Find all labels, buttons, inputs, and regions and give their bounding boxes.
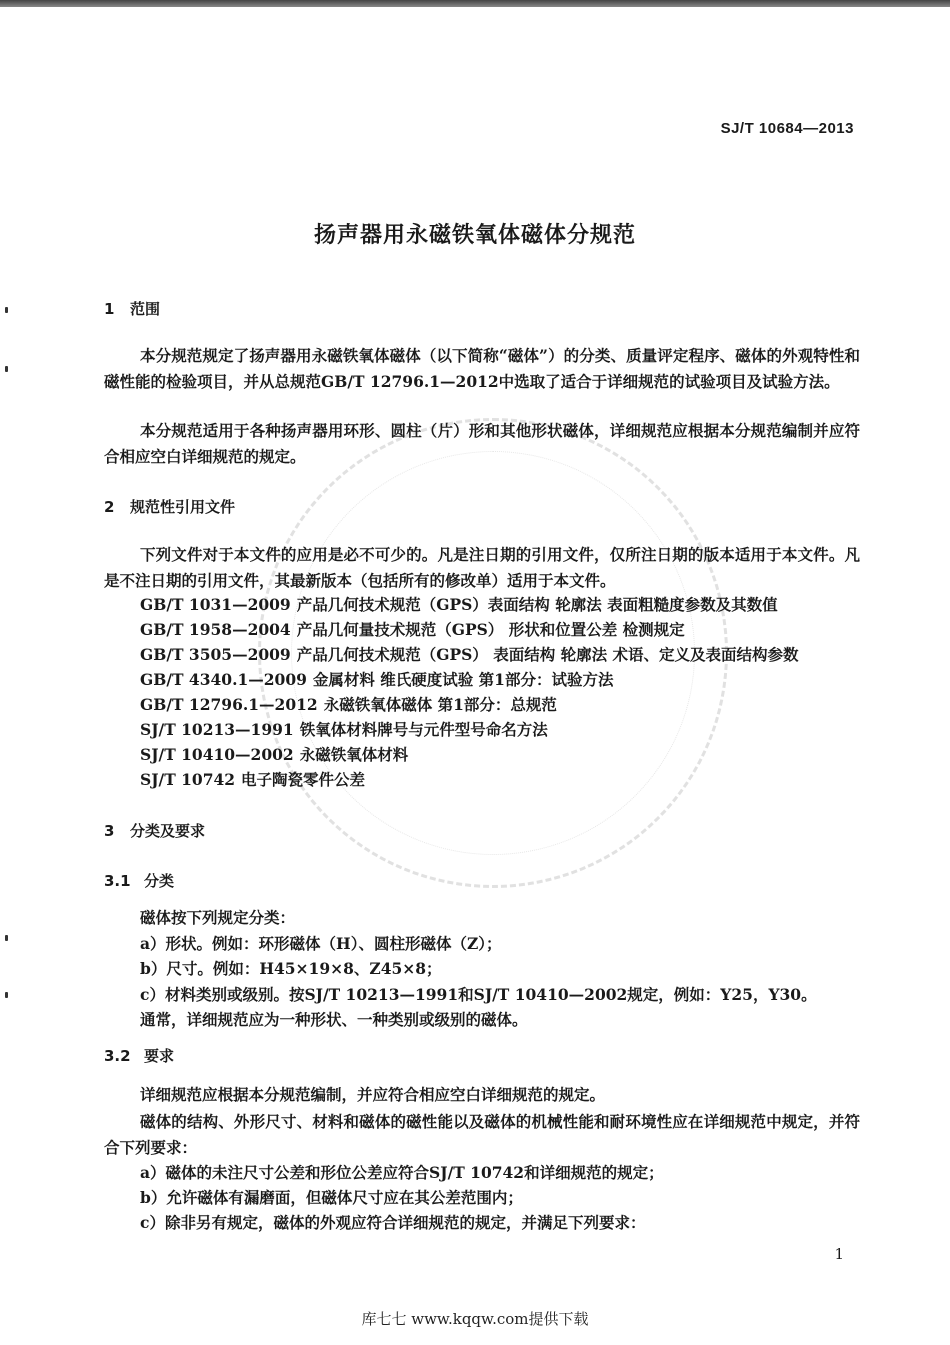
section-title: 分类及要求 xyxy=(130,822,206,840)
reference-title: 产品几何技术规范（GPS） 表面结构 轮廓法 术语、定义及表面结构参数 xyxy=(296,645,799,664)
section-number: 3 xyxy=(104,822,115,840)
document-title: 扬声器用永磁铁氧体磁体分规范 xyxy=(313,223,636,248)
binder-hole-mark xyxy=(5,307,8,313)
section-title: 分类 xyxy=(144,872,175,890)
section-1-paragraph-2: 本分规范适用于各种扬声器用环形、圆柱（片）形和其他形状磁体，详细规范应根据本分规范编制并应符合相应空白详细规范的规定。 xyxy=(104,421,860,466)
section-title: 范围 xyxy=(130,300,161,318)
section-number: 3.2 xyxy=(104,1047,131,1065)
requirements-paragraph-1: 详细规范应根据本分规范编制，并应符合相应空白详细规范的规定。 xyxy=(140,1085,606,1104)
reference-code: GB/T 1958—2004 xyxy=(140,620,291,639)
reference-code: GB/T 12796.1—2012 xyxy=(140,695,318,714)
reference-item xyxy=(140,593,778,617)
binder-hole-mark xyxy=(5,935,8,941)
reference-code: SJ/T 10410—2002 xyxy=(140,745,294,764)
section-1-paragraph-1: 本分规范规定了扬声器用永磁铁氧体磁体（以下简称“磁体”）的分类、质量评定程序、磁体的外观特性和磁性能的检验项目，并从总规范GB/T 12796.1—2012中选取了适合于详细规范的试验项目及试验方法。 xyxy=(104,346,860,391)
document-code: SJ/T 10684—2013 xyxy=(720,120,854,137)
section-number: 1 xyxy=(104,300,115,318)
section-3-2-heading xyxy=(104,1045,174,1066)
requirement-item: b）允许磁体有漏磨面，但磁体尺寸应在其公差范围内； xyxy=(140,1188,523,1207)
reference-code: GB/T 4340.1—2009 xyxy=(140,670,307,689)
classification-item: c）材料类别或级别。按SJ/T 10213—1991和SJ/T 10410—2002规定，例如：Y25，Y30。 xyxy=(140,985,817,1004)
section-title: 规范性引用文件 xyxy=(130,498,236,516)
reference-item xyxy=(140,668,613,692)
reference-item xyxy=(140,643,799,667)
classification-item: b）尺寸。例如：H45×19×8、Z45×8； xyxy=(140,959,442,978)
reference-title: 金属材料 维氏硬度试验 第1部分：试验方法 xyxy=(312,670,614,689)
binder-hole-mark xyxy=(5,366,8,372)
reference-item xyxy=(140,618,685,642)
requirements-paragraph-2: 磁体的结构、外形尺寸、材料和磁体的磁性能以及磁体的机械性能和耐环境性应在详细规范中规定，并符合下列要求： xyxy=(104,1112,860,1157)
reference-code: SJ/T 10742 xyxy=(140,770,236,789)
reference-title: 永磁铁氧体材料 xyxy=(299,745,409,764)
section-3-heading xyxy=(104,820,205,841)
reference-code: GB/T 1031—2009 xyxy=(140,595,291,614)
requirement-item: a）磁体的未注尺寸公差和形位公差应符合SJ/T 10742和详细规范的规定； xyxy=(140,1163,664,1182)
reference-item xyxy=(140,743,408,767)
reference-title: 产品几何技术规范（GPS）表面结构 轮廓法 表面粗糙度参数及其数值 xyxy=(296,595,778,614)
classification-note: 通常，详细规范应为一种形状、一种类别或级别的磁体。 xyxy=(140,1010,528,1029)
binder-hole-mark xyxy=(5,992,8,998)
reference-title: 产品几何量技术规范（GPS） 形状和位置公差 检测规定 xyxy=(296,620,685,639)
classification-intro: 磁体按下列规定分类： xyxy=(140,908,296,927)
scan-top-edge xyxy=(0,0,950,7)
reference-item xyxy=(140,768,365,792)
reference-title: 铁氧体材料牌号与元件型号命名方法 xyxy=(299,720,548,739)
section-number: 2 xyxy=(104,498,115,516)
section-2-intro: 下列文件对于本文件的应用是必不可少的。凡是注日期的引用文件，仅所注日期的版本适用于本文件。凡是不注日期的引用文件，其最新版本（包括所有的修改单）适用于本文件。 xyxy=(104,545,860,590)
reference-item xyxy=(140,693,557,717)
section-3-1-heading xyxy=(104,870,174,891)
download-footer: 库七七 www.kqqw.com提供下载 xyxy=(361,1310,589,1328)
classification-item: a）形状。例如：环形磁体（H）、圆柱形磁体（Z）； xyxy=(140,934,502,953)
section-1-heading xyxy=(104,298,160,319)
reference-item xyxy=(140,718,548,742)
reference-title: 永磁铁氧体磁体 第1部分：总规范 xyxy=(323,695,557,714)
section-title: 要求 xyxy=(144,1047,175,1065)
page-number: 1 xyxy=(834,1245,844,1263)
section-number: 3.1 xyxy=(104,872,131,890)
section-2-heading xyxy=(104,496,235,517)
reference-code: GB/T 3505—2009 xyxy=(140,645,291,664)
reference-title: 电子陶瓷零件公差 xyxy=(241,770,366,789)
reference-code: SJ/T 10213—1991 xyxy=(140,720,294,739)
requirement-item: c）除非另有规定，磁体的外观应符合详细规范的规定，并满足下列要求： xyxy=(140,1213,646,1232)
